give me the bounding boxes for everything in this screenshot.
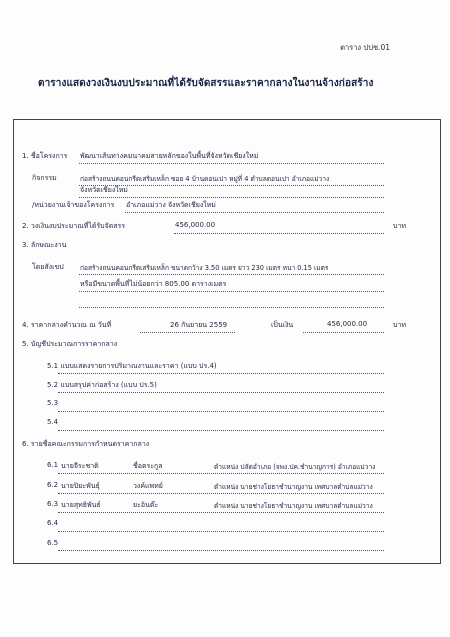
member-position: ตำแหน่ง นายช่างโยธาชำนาญงาน เทศบาลตำบลแม่วาง bbox=[214, 483, 373, 491]
dotted-line bbox=[58, 430, 384, 431]
member-last-name: ชื่อตระกูล bbox=[133, 462, 163, 470]
dotted-line bbox=[140, 332, 235, 333]
member-first-name: นายจีระชาติ bbox=[61, 462, 99, 470]
calc-date: 26 กันยายน 2559 bbox=[170, 321, 228, 329]
section6-label: 6. รายชื่อคณะกรรมการกำหนดราคากลาง bbox=[22, 440, 150, 448]
dotted-line bbox=[303, 332, 384, 333]
work-line1: ก่อสร้างถนนคอนกรีตเสริมเหล็ก ขนาดกว้าง 3.50 เมตร ยาว 230 เมตร หนา 0.15 เมตร bbox=[80, 264, 329, 272]
page-title: ตารางแสดงวงเงินงบประมาณที่ได้รับจัดสรรและราคากลางในงานจ้างก่อสร้าง bbox=[38, 78, 374, 89]
estimate-item-3: 5.3 bbox=[47, 399, 59, 407]
member-no: 6.5 bbox=[47, 539, 59, 547]
member-no: 6.2 bbox=[47, 481, 59, 489]
dotted-line bbox=[79, 197, 384, 198]
dotted-line bbox=[174, 233, 384, 234]
member-position: ตำแหน่ง นายช่างโยธาชำนาญงาน เทศบาลตำบลแม่วาง bbox=[214, 502, 373, 510]
estimate-item-4: 5.4 bbox=[47, 418, 59, 426]
section4-label: 4. ราคากลางคำนวณ ณ วันที่ bbox=[22, 321, 112, 329]
project-name: พัฒนาเส้นทางคมนาคมสายหลักของในพื้นที่จังหวัดเชียงใหม่ bbox=[80, 152, 259, 160]
member-first-name: นายปิยะพันธุ์ bbox=[61, 482, 100, 490]
budget-unit: บาท bbox=[393, 222, 406, 230]
calc-amount: 456,000.00 bbox=[327, 320, 368, 328]
activity-label: กิจกรรม bbox=[32, 174, 57, 182]
member-no: 6.3 bbox=[47, 500, 59, 508]
estimate-item-2: 5.2 แบบสรุปค่าก่อสร้าง (แบบ ปร.5) bbox=[47, 381, 157, 389]
section3-label: 3. ลักษณะงาน bbox=[22, 241, 67, 249]
dotted-line bbox=[125, 212, 384, 213]
summary-label: โดยสังเขป bbox=[32, 263, 64, 271]
calc-unit: บาท bbox=[393, 321, 406, 329]
member-first-name: นายสุทธิพันธ์ bbox=[61, 501, 101, 509]
form-code: ตาราง ปปช.01 bbox=[340, 43, 390, 52]
dotted-line bbox=[79, 274, 384, 275]
section2-label: 2. วงเงินงบประมาณที่ได้รับจัดสรร bbox=[22, 222, 126, 230]
member-no: 6.1 bbox=[47, 461, 59, 469]
member-position: ตำแหน่ง ปลัดอำเภอ (จพง.ปค.ชำนาญการ) อำเภอแม่วาง bbox=[214, 463, 376, 471]
dotted-line bbox=[58, 473, 384, 474]
section5-label: 5. บัญชีประมาณการราคากลาง bbox=[22, 340, 118, 348]
dotted-line bbox=[79, 291, 384, 292]
agency-value: อำเภอแม่วาง จังหวัดเชียงใหม่ bbox=[126, 201, 216, 209]
dotted-line bbox=[58, 512, 384, 513]
dotted-line bbox=[79, 163, 384, 164]
agency-label: /หน่วยงานเจ้าของโครงการ bbox=[32, 201, 115, 209]
section1-label: 1. ชื่อโครงการ bbox=[22, 152, 68, 160]
dotted-line bbox=[58, 373, 384, 374]
work-line2: หรือมีขนาดพื้นที่ไม่น้อยกว่า 805.00 ตารางเมตร bbox=[80, 280, 227, 288]
activity-line2: จังหวัดเชียงใหม่ bbox=[80, 186, 128, 194]
dotted-line bbox=[58, 392, 384, 393]
dotted-line bbox=[58, 531, 384, 532]
activity-line1: ก่อสร้างถนนคอนกรีตเสริมเหล็ก ซอย 4 บ้านดอนเปา หมู่ที่ 4 ตำบลดอนเปา อำเภอแม่วาง bbox=[80, 175, 330, 183]
member-no: 6.4 bbox=[47, 519, 59, 527]
amount-label: เป็นเงิน bbox=[271, 321, 294, 329]
member-last-name: ยะอินต๊ะ bbox=[133, 501, 159, 509]
budget-amount: 456,000.00 bbox=[175, 221, 216, 229]
dotted-line bbox=[58, 493, 384, 494]
member-last-name: วงค์แพทย์ bbox=[133, 482, 163, 490]
dotted-line bbox=[79, 307, 384, 308]
estimate-item-1: 5.1 แบบแสดงรายการปริมาณงานและราคา (แบบ ปร.4) bbox=[47, 362, 217, 370]
dotted-line bbox=[58, 411, 384, 412]
dotted-line bbox=[58, 550, 384, 551]
